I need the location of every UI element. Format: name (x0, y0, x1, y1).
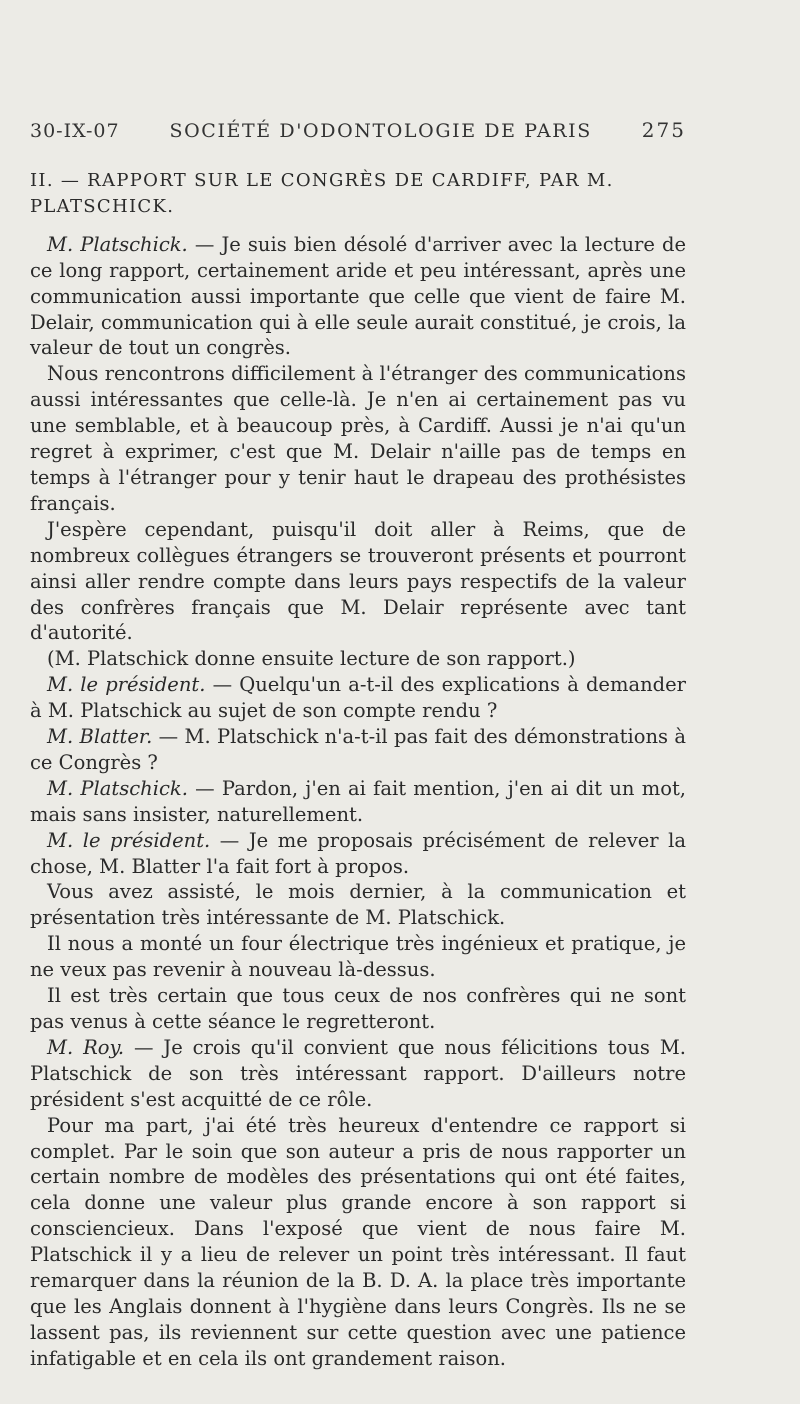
paragraph-text: — Je suis bien désolé d'arriver avec la lecture de ce long rapport, certainement aride et peu intéressant, après une communication aussi importante que celle que vient de faire M. Delair, communication qui à elle seule aurait constitué, je crois, la valeur de tout un congrès. (30, 232, 686, 360)
section-title: II. — RAPPORT SUR LE CONGRÈS DE CARDIFF, PAR M. PLATSCHICK. (30, 170, 614, 217)
page-body (30, 168, 686, 1372)
paragraph-text: — Quelqu'un a-t-il des explications à demander à M. Platschick au sujet de son compte rendu ? (30, 673, 686, 723)
header-journal-title: SOCIÉTÉ D'ODONTOLOGIE DE PARIS (169, 120, 592, 142)
paragraph-text: — Je crois qu'il convient que nous félicitions tous M. Platschick de son très intéressant rapport. D'ailleurs notre président s'est acquitté de ce rôle. (30, 1035, 686, 1111)
page-number: 275 (641, 118, 686, 142)
speaker-name: M. le président. (47, 828, 211, 852)
paragraph-text: — Pardon, j'en ai fait mention, j'en ai dit un mot, mais sans insister, naturellement. (30, 776, 686, 826)
paragraph (30, 724, 686, 776)
paragraph (30, 776, 686, 828)
paragraph (30, 232, 686, 362)
speaker-name: M. le président. (47, 673, 206, 697)
speaker-name: M. Platschick. (47, 232, 188, 256)
paragraph-text: — M. Platschick n'a-t-il pas fait des démonstrations à ce Congrès ? (30, 725, 686, 774)
paragraph (30, 646, 686, 672)
paragraph (30, 931, 686, 983)
speaker-name: M. Platschick. (47, 776, 188, 800)
paragraph-text: Pour ma part, j'ai été très heureux d'entendre ce rapport si complet. Par le soin que son auteur a pris de nous rapporter un certain nombre de modèles des présentations qui ont été faites, cela donne une valeur plus grande encore à son rapport si consciencieux. Dans l'exposé que vient de nous faire M. Platschick il y a lieu de relever un point très intéressant. Il faut remarquer dans la réunion de la B. D. A. la place très importante que les Anglais donnent à l'hygiène dans leurs Congrès. Ils ne se lassent pas, ils reviennent sur cette question avec une patience infatigable et en cela ils ont grandement raison. (30, 1113, 686, 1370)
paragraph-list (30, 232, 686, 1372)
speaker-name: M. Roy. (47, 1035, 125, 1059)
paragraph (30, 517, 686, 647)
header-date: 30-IX-07 (30, 120, 120, 142)
paragraph (30, 879, 686, 931)
paragraph-text: Il est très certain que tous ceux de nos confrères qui ne sont pas venus à cette séance le regretteront. (30, 984, 686, 1033)
paragraph-text: — Je me proposais précisément de relever la chose, M. Blatter l'a fait fort à propos. (30, 828, 686, 878)
paragraph (30, 1035, 686, 1113)
paragraph (30, 1113, 686, 1372)
paragraph (30, 983, 686, 1035)
paragraph-text: (M. Platschick donne ensuite lecture de son rapport.) (47, 647, 576, 671)
speaker-name: M. Blatter. (47, 725, 153, 749)
running-header (30, 118, 686, 142)
paragraph-text: Nous rencontrons difficilement à l'étranger des communications aussi intéressantes que celle-là. Je n'en ai certainement pas vu une semblable, et à beaucoup près, à Cardiff. Aussi je n'ai qu'un regret à exprimer, c'est que M. Delair n'aille pas de temps en temps à l'étranger pour y tenir haut le drapeau des prothésistes français. (30, 362, 686, 515)
paragraph-text: J'espère cependant, puisqu'il doit aller à Reims, que de nombreux collègues étrangers se trouveront présents et pourront ainsi aller rendre compte dans leurs pays respectifs de la valeur des confrères français que M. Delair représente avec tant d'autorité. (30, 517, 686, 645)
paragraph (30, 828, 686, 880)
paragraph (30, 361, 686, 516)
paragraph-text: Vous avez assisté, le mois dernier, à la communication et présentation très intéressante de M. Platschick. (30, 880, 686, 930)
paragraph (30, 672, 686, 724)
paragraph-text: Il nous a monté un four électrique très ingénieux et pratique, je ne veux pas revenir à nouveau là-dessus. (30, 932, 686, 982)
